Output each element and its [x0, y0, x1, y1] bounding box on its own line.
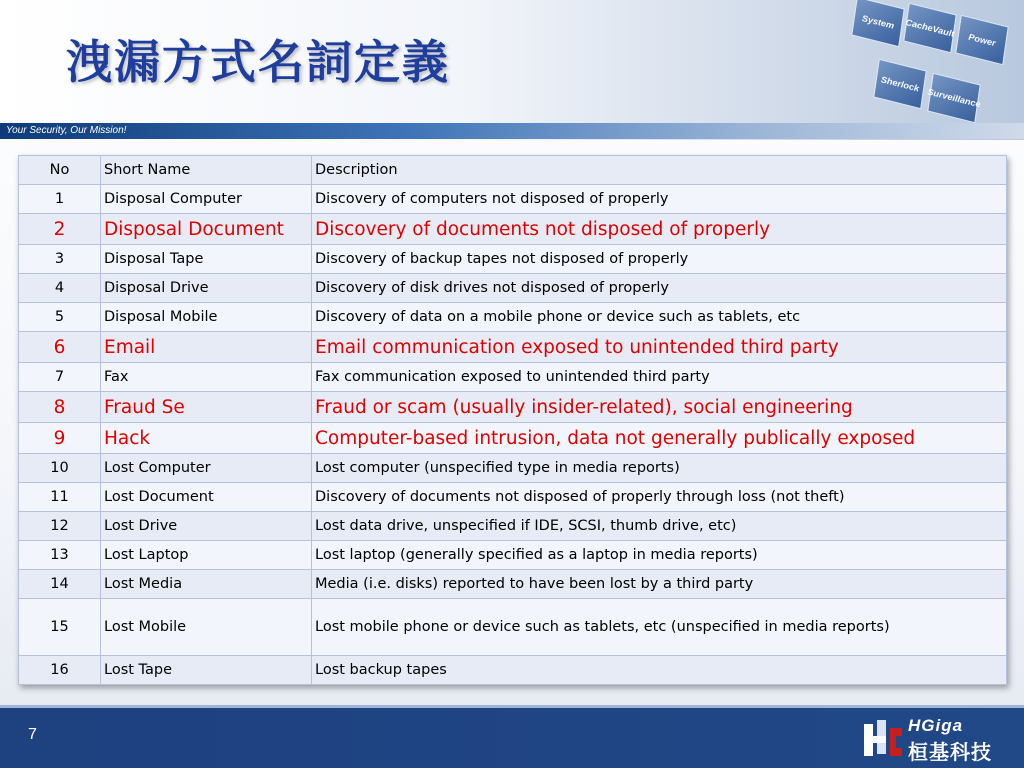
table-row [19, 483, 1007, 512]
row-no: 4 [19, 274, 101, 303]
logo-name-en: HGiga [908, 716, 964, 735]
table-row [19, 303, 1007, 332]
row-no: 16 [19, 656, 101, 685]
row-short-name: Lost Laptop [101, 541, 312, 570]
row-short-name: Lost Drive [101, 512, 312, 541]
row-short-name: Lost Tape [101, 656, 312, 685]
table-row [19, 570, 1007, 599]
row-short-name: Lost Mobile [101, 599, 312, 656]
row-description: Discovery of documents not disposed of properly through loss (not theft) [312, 483, 1007, 512]
row-description: Lost mobile phone or device such as tablets, etc (unspecified in media reports) [312, 599, 1007, 656]
tile-system: System [851, 0, 905, 47]
tile-cachevault: CacheVault [903, 3, 957, 54]
row-no: 6 [19, 332, 101, 363]
row-no: 13 [19, 541, 101, 570]
row-no: 12 [19, 512, 101, 541]
row-description: Lost data drive, unspecified if IDE, SCSI, thumb drive, etc) [312, 512, 1007, 541]
row-description: Discovery of disk drives not disposed of properly [312, 274, 1007, 303]
logo-mark-icon [862, 718, 904, 760]
row-description: Computer-based intrusion, data not generally publically exposed [312, 423, 1007, 454]
table-row [19, 214, 1007, 245]
row-no: 10 [19, 454, 101, 483]
table-row [19, 363, 1007, 392]
tile-sherlock: Sherlock [873, 59, 927, 110]
row-no: 7 [19, 363, 101, 392]
row-short-name: Disposal Drive [101, 274, 312, 303]
row-short-name: Disposal Computer [101, 185, 312, 214]
row-description: Discovery of data on a mobile phone or device such as tablets, etc [312, 303, 1007, 332]
hgiga-logo [862, 716, 1012, 762]
logo-name-zh: 桓基科技 [908, 740, 992, 764]
row-no: 5 [19, 303, 101, 332]
row-no: 1 [19, 185, 101, 214]
row-short-name: Hack [101, 423, 312, 454]
row-no: 2 [19, 214, 101, 245]
product-tiles [830, 0, 1024, 140]
row-no: 3 [19, 245, 101, 274]
slogan-bar [0, 123, 1024, 139]
row-description: Lost laptop (generally specified as a laptop in media reports) [312, 541, 1007, 570]
table-row [19, 332, 1007, 363]
row-no: 15 [19, 599, 101, 656]
table-row [19, 541, 1007, 570]
row-description: Media (i.e. disks) reported to have been lost by a third party [312, 570, 1007, 599]
row-description: Fraud or scam (usually insider-related), social engineering [312, 392, 1007, 423]
tile-surveillance: Surveillance [927, 73, 981, 124]
table-row [19, 656, 1007, 685]
row-description: Fax communication exposed to unintended third party [312, 363, 1007, 392]
table-row [19, 512, 1007, 541]
header-no: No [19, 156, 101, 185]
row-short-name: Fax [101, 363, 312, 392]
slide-header [0, 0, 1024, 140]
row-no: 9 [19, 423, 101, 454]
row-no: 14 [19, 570, 101, 599]
table-row [19, 245, 1007, 274]
row-short-name: Disposal Mobile [101, 303, 312, 332]
table-row [19, 454, 1007, 483]
slide-title: 洩漏方式名詞定義 [66, 35, 450, 89]
row-description: Discovery of computers not disposed of properly [312, 185, 1007, 214]
row-description: Lost backup tapes [312, 656, 1007, 685]
row-description: Lost computer (unspecified type in media reports) [312, 454, 1007, 483]
table-row [19, 274, 1007, 303]
row-short-name: Lost Computer [101, 454, 312, 483]
definitions-table [18, 155, 1007, 685]
row-short-name: Lost Document [101, 483, 312, 512]
table-row [19, 392, 1007, 423]
row-short-name: Fraud Se [101, 392, 312, 423]
row-no: 11 [19, 483, 101, 512]
table-header-row [19, 156, 1007, 185]
table-row [19, 599, 1007, 656]
row-no: 8 [19, 392, 101, 423]
header-short-name: Short Name [101, 156, 312, 185]
page-number: 7 [28, 726, 37, 743]
row-short-name: Lost Media [101, 570, 312, 599]
tile-power: Power [955, 15, 1009, 66]
table-row [19, 185, 1007, 214]
header-description: Description [312, 156, 1007, 185]
row-description: Email communication exposed to unintended third party [312, 332, 1007, 363]
row-short-name: Disposal Tape [101, 245, 312, 274]
row-short-name: Disposal Document [101, 214, 312, 245]
row-short-name: Email [101, 332, 312, 363]
row-description: Discovery of documents not disposed of properly [312, 214, 1007, 245]
table-row [19, 423, 1007, 454]
row-description: Discovery of backup tapes not disposed of properly [312, 245, 1007, 274]
slogan: Your Security, Our Mission! [6, 125, 127, 136]
